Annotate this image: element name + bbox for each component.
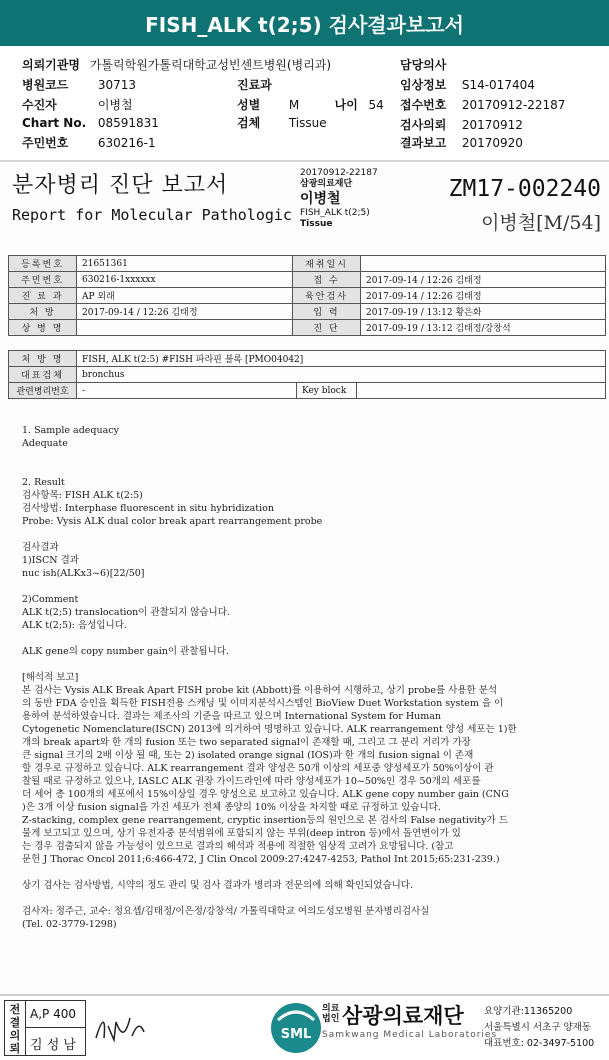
body-line: 찰될 때로 규정하고 있으나, IASLC ALK 권장 가이드라인에 따라 양성세포가 10~50%인 경우 50개의 세포를 [22,776,481,787]
rx-value: FISH, ALK t(2:5) #FISH 파라핀 블록 [PMO04042] [77,351,606,367]
result-date-row [400,134,523,151]
rrn-row [22,134,156,151]
row-label: 상 병 명 [9,320,77,336]
sex-value: M [288,98,300,112]
sticker-org: 삼광의료재단 [300,179,353,189]
result-date-label: 결과보고 [400,136,447,150]
row-value-right [361,256,606,272]
registration-table [8,255,606,336]
table-row [9,351,606,367]
body-line: 용하여 분석하였습니다. 결과는 제조사의 기준을 따르고 있으며 International System for Human [22,711,442,722]
receipt-label: 접수번호 [400,98,447,112]
body-line: 검사결과 [22,542,59,553]
body-line: 본 검사는 Vysis ALK Break Apart FISH probe kit (Abbott)를 이용하여 시행하고, 상기 probe를 사용한 분석 [22,685,498,696]
body-line: 개의 break apart와 한 개의 fusion 또는 two separated signal이 존재할 때, 그리고 그 분리 거리가 가장 [22,737,471,748]
patient-label: 수진자 [22,98,57,112]
body-line [22,658,517,671]
dept-row [237,76,276,93]
code-label: 병원코드 [22,78,69,92]
table-row [9,288,606,304]
body-line [22,450,517,463]
code-value: 30713 [97,78,137,92]
report-id: ZM17-002240 [448,176,601,202]
body-line: 할 경우로 규정하고 있습니다. ALK rearrangement 결과 양성은 50개 이상의 세포중 양성세포가 50%이상이 관 [22,763,494,774]
code-row [22,76,136,93]
reg-number: 요양기관:11365200 [484,1006,573,1017]
logo-text: SML [280,1027,312,1042]
body-line: 는 경우 검출되지 않을 가능성이 있으므로 결과의 해석과 적용에 적절한 임상적 고려가 요망됩니다. (참고 [22,841,454,852]
sex-row [237,96,384,113]
chart-row [22,116,159,130]
body-line: 1. Sample adequacy [22,425,119,436]
chart-value: 08591831 [97,116,159,130]
row-label: 등록번호 [9,256,77,272]
body-line [22,580,517,593]
body-line: 더 세어 총 100개의 세포에서 15%이상일 경우 양성으로 보고하고 있습니다. ALK gene copy number gain (CNG [22,789,509,800]
row-label-right: 육안검사 [293,288,361,304]
age-value: 54 [368,98,384,112]
doctor-row [400,56,450,73]
report-title-korean: 분자병리 진단 보고서 [12,173,229,198]
doctor-label: 담당의사 [400,58,447,72]
body-line: 2. Result [22,477,65,488]
sml-logo-icon [270,1000,322,1056]
row-value-right: 2017-09-14 / 12:26 김태정 [361,272,606,288]
rrn-value: 630216-1 [97,136,156,150]
spec-value: bronchus [77,367,606,383]
phone: 대표번호: 02-3497-5100 [484,1038,595,1049]
result-date-value: 20170920 [461,136,523,150]
body-line [22,528,517,541]
sticker-specimen: Tissue [300,219,333,229]
signer-name: 김 성 남 [26,1027,86,1056]
sticker-receipt: 20170912-22187 [300,168,378,178]
body-line [22,632,517,645]
body-line: 검사자: 정주근, 교수: 정요셉/김태정/이은정/강창석/ 가톨릭대학교 여의도성모병원 분자병리검사실 [22,906,430,917]
report-body [22,424,517,931]
report-title-bar [0,0,609,46]
specimen-label-sticker [300,168,378,230]
dept-code: A,P 400 [26,1000,86,1028]
chart-label: Chart No. [22,116,87,130]
footer [0,994,609,1060]
hospital-row [22,56,331,73]
sex-label: 성별 [237,98,261,112]
rx-label: 처 방 명 [9,351,77,367]
row-value [77,320,293,336]
body-line: ALK gene의 copy number gain이 관찰됩니다. [22,646,229,657]
row-value: 21651361 [77,256,293,272]
receipt-row [400,96,565,113]
body-line: 검사항목: FISH ALK t(2:5) [22,490,143,501]
clinical-value: S14-017404 [461,78,535,92]
body-line: Cytogenetic Nomenclature(ISCN) 2013에 의거하여 명명하고 있습니다. ALK rearrangement 양성 세포는 1)한 [22,724,517,735]
row-label-right: 입 력 [293,304,361,320]
hospital-value: 가톨릭학원가톨릭대학교성빈센트병원(병리과) [89,58,332,72]
age-label: 나이 [334,98,358,112]
keyblock-value [357,383,606,399]
row-value: 630216-1xxxxxx [77,272,293,288]
row-label: 주민번호 [9,272,77,288]
body-line: ALK t(2;5) translocation이 관찰되지 않습니다. [22,607,230,618]
table-row [9,256,606,272]
sticker-test: FISH_ALK t(2;5) [300,208,370,218]
org-prefix-1: 의료 [322,1004,340,1014]
table-row [9,272,606,288]
body-line: ALK t(2;5): 음성입니다. [22,620,127,631]
body-line [22,866,517,879]
clinical-label: 임상정보 [400,78,447,92]
signature-icon [92,1008,152,1048]
body-line: Probe: Vysis ALK dual color break apart rearrangement probe [22,516,323,527]
patient-value: 이병철 [97,98,133,112]
clinical-row [400,76,535,93]
body-line: 1)ISCN 결과 [22,555,79,566]
org-english: Samkwang Medical Laboratories [322,1030,498,1040]
row-label-right: 접 수 [293,272,361,288]
dept-label: 진료과 [237,78,272,92]
row-label: 진 료 과 [9,288,77,304]
body-line [22,892,517,905]
request-label: 검사의뢰 [400,118,447,132]
row-value-right: 2017-09-19 / 13:12 황은화 [361,304,606,320]
table-row [9,383,606,399]
row-label: 처 방 [9,304,77,320]
org-name: 삼광의료재단 [342,1004,464,1028]
specimen-row [237,114,327,131]
body-line: nuc ish(ALKx3~6)[22/50] [22,568,145,579]
body-line: 검사방법: Interphase fluorescent in situ hybridization [22,503,274,514]
prescription-table [8,350,606,399]
patient-row [22,96,133,113]
row-value: 2017-09-14 / 12:26 김태정 [77,304,293,320]
spec-label: 대표검체 [9,367,77,383]
hospital-label: 의뢰기관명 [22,58,80,72]
page-title: FISH_ALK t(2;5) 검사결과보고서 [145,12,464,37]
row-value-right: 2017-09-19 / 13:12 김태정/강창석 [361,320,606,336]
row-label-right: 진 단 [293,320,361,336]
sticker-name: 이병철 [300,191,341,207]
body-line: 큰 signal 크기의 2배 이상 될 때, 또는 2) isolated orange signal (IOS)과 한 개의 fusion signal 이 존재 [22,750,474,761]
body-line: 물게 보고되고 있으며, 상기 유전자중 분석범위에 포함되지 않는 부위(deep intron 등)에서 돌연변이가 있 [22,828,461,839]
table-row [9,304,606,320]
row-label-right: 재취일시 [293,256,361,272]
org-prefix [322,1004,339,1024]
body-line: 문헌 J Thorac Oncol 2011;6:466-472, J Clin Oncol 2009:27:4247-4253, Pathol Int 2015;65:231-239.) [22,854,500,865]
rel-label: 관련병리번호 [9,383,77,399]
specimen-value: Tissue [288,116,327,130]
org-prefix-2: 법인 [322,1014,340,1024]
body-line: Adequate [22,438,68,449]
body-line: 의 동반 FDA 승인을 획득한 FISH전용 스캐닝 및 이미지분석시스템인 BioView Duet Workstation system 을 이 [22,698,504,709]
table-row [9,320,606,336]
body-line: )은 3개 이상 fusion signal을 가진 세포가 전체 종양의 10% 이상을 차지할 때로 규정하고 있습니다. [22,802,441,813]
rrn-label: 주민번호 [22,136,69,150]
keyblock-label: Key block [297,383,357,399]
org-contact [484,1004,594,1052]
address: 서울특별시 서초구 양재동 [484,1022,591,1033]
body-line: [해석적 보고] [22,672,79,683]
report-title-english: Report for Molecular Pathologic [12,206,292,224]
body-line: 2)Comment [22,594,79,605]
receipt-value: 20170912-22187 [461,98,566,112]
specimen-label: 검체 [237,116,261,130]
body-line [22,463,517,476]
body-line: Z-stacking, complex gene rearrangement, cryptic insertion등의 원인으로 본 검사의 False negativity가 드 [22,815,508,826]
request-row [400,116,523,133]
body-line: 상기 검사는 검사방법, 시약의 정도 관리 및 검사 결과가 병리과 전문의에 의해 확인되었습니다. [22,880,414,891]
report-patient: 이병철[M/54] [481,212,601,234]
rel-value: - [77,383,297,399]
approval-stamp-label: 전결의뢰 [4,1000,26,1056]
table-row [9,367,606,383]
row-value-right: 2017-09-14 / 12:26 김태정 [361,288,606,304]
request-value: 20170912 [461,118,523,132]
body-line: (Tel. 02-3779-1298) [22,919,117,930]
row-value: AP 외래 [77,288,293,304]
